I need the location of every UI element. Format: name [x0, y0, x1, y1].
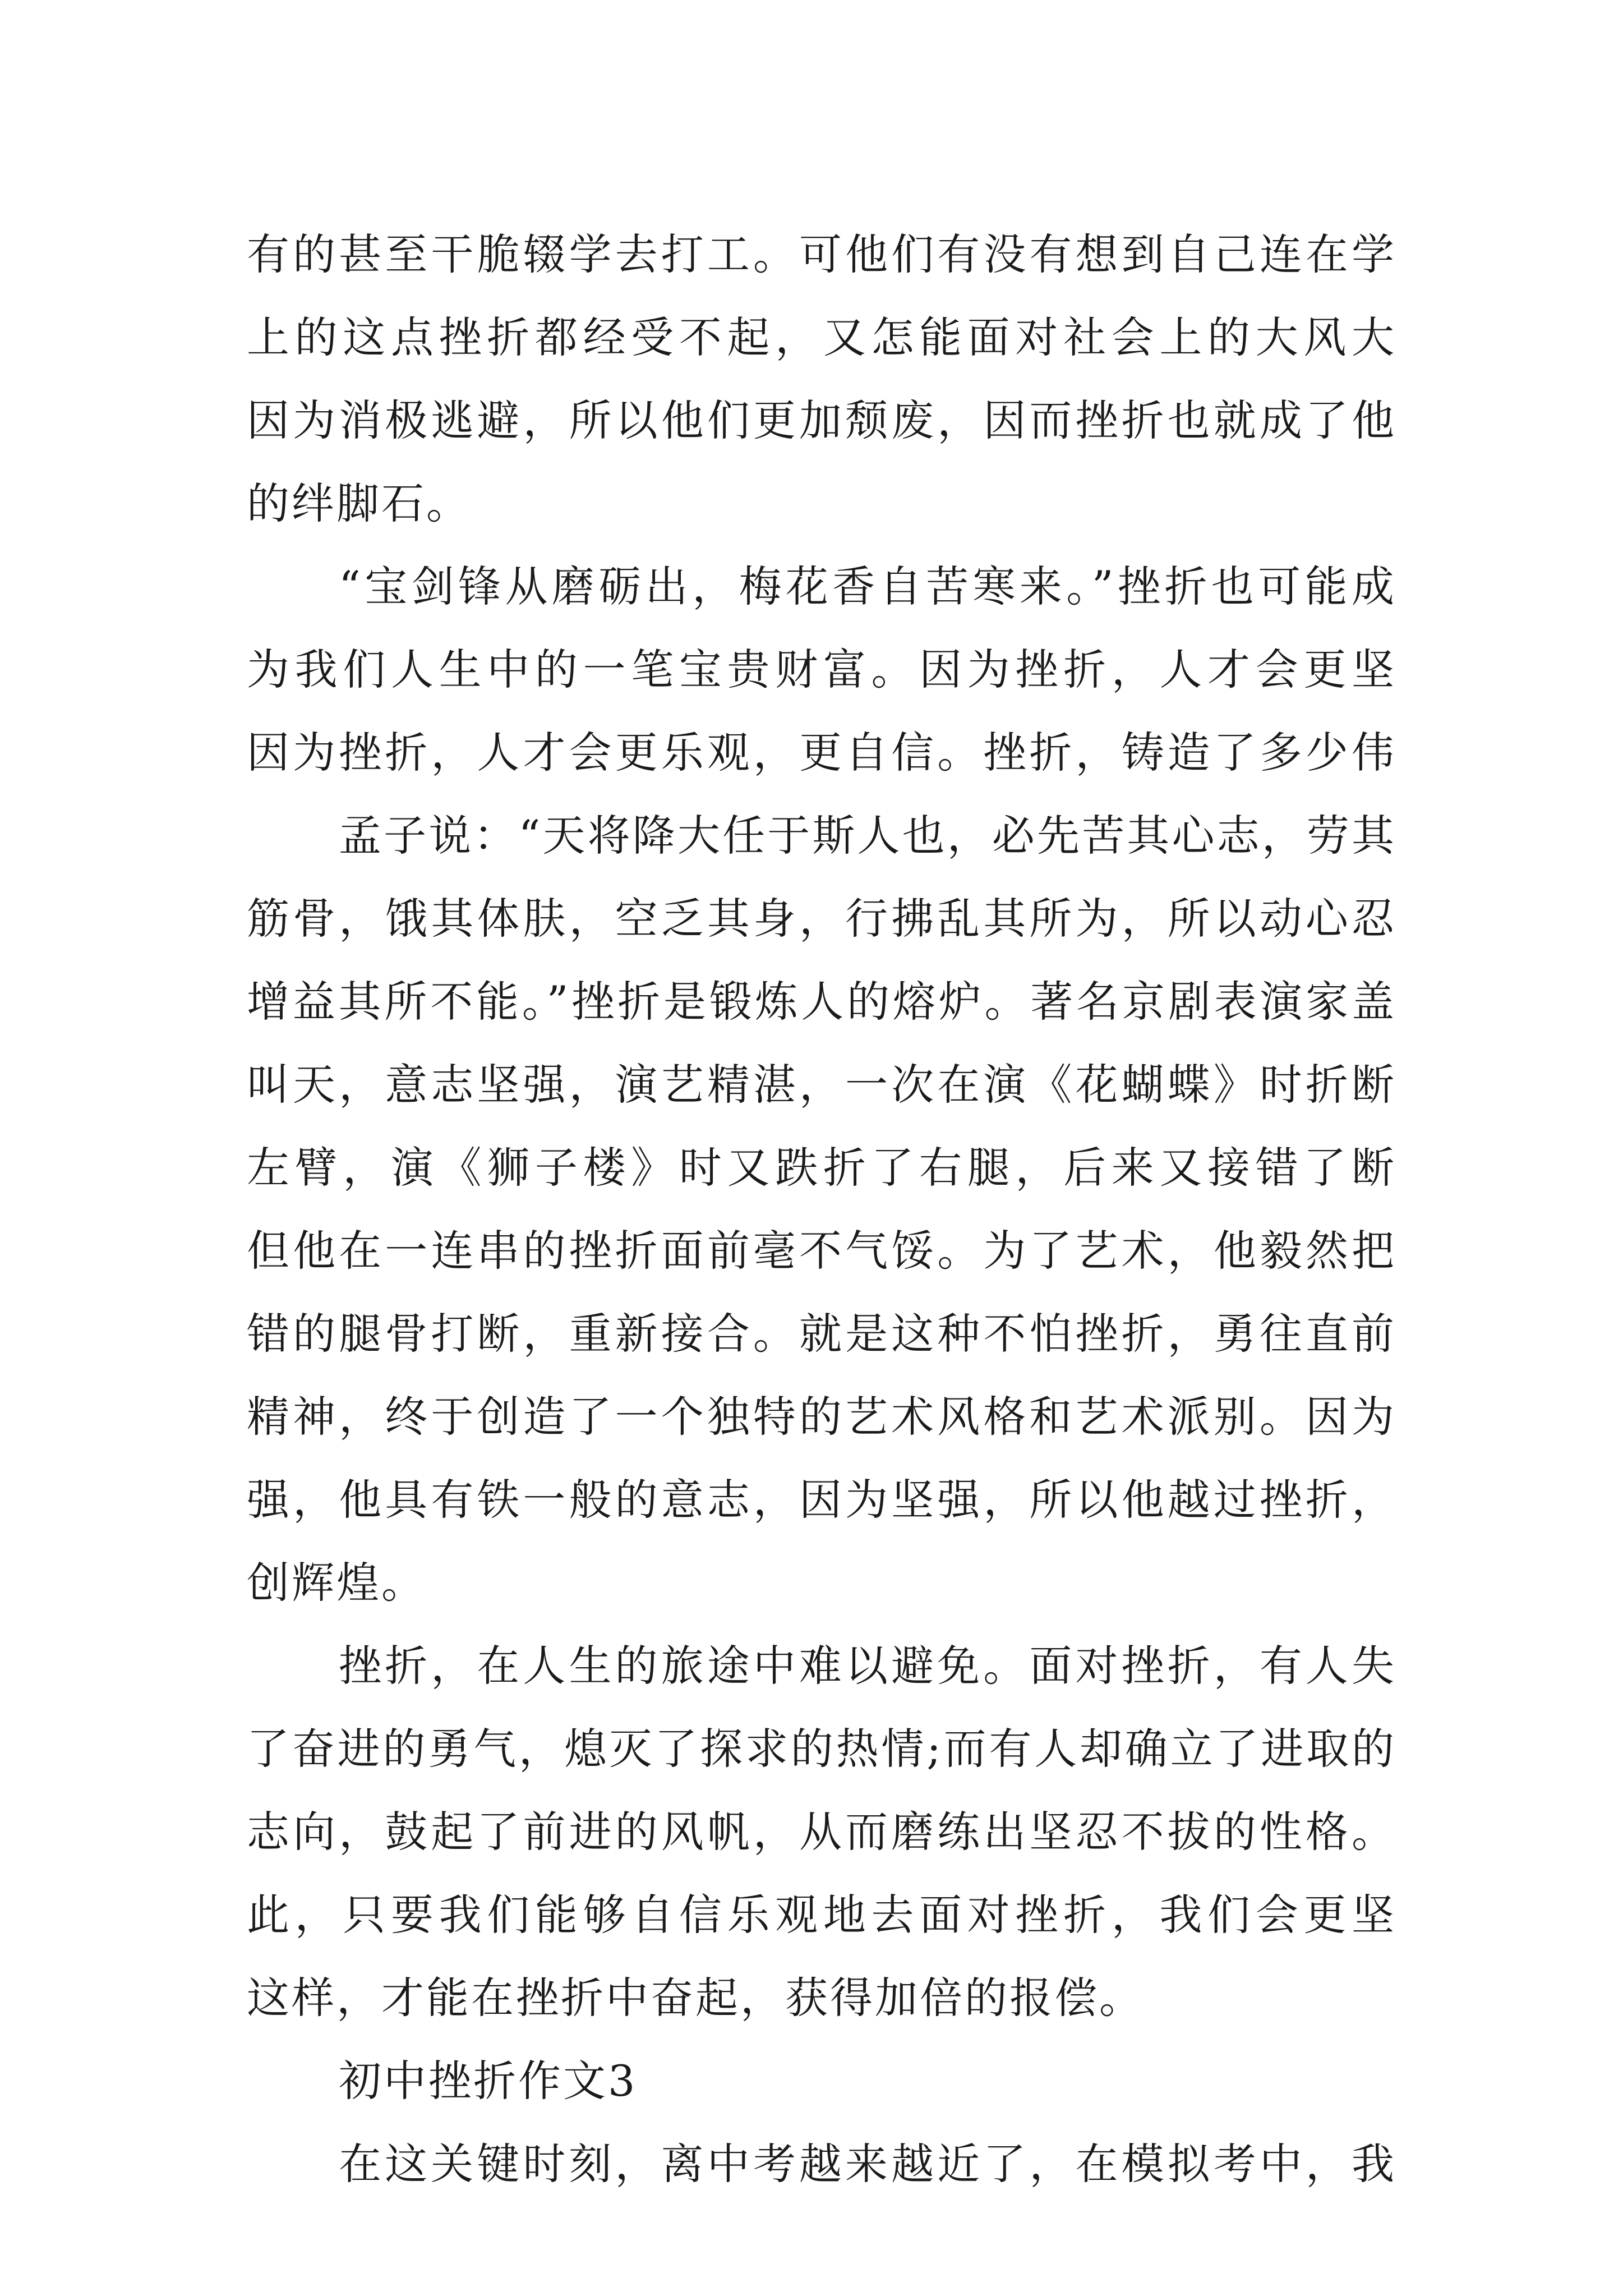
text-line: 叫天，意志坚强，演艺精湛，一次在演《花蝴蝶》时折断	[247, 1060, 1396, 1110]
text-line: 了奋进的勇气，熄灭了探求的热情;而有人却确立了进取的	[247, 1724, 1396, 1774]
text-line: 为我们人生中的一笔宝贵财富。因为挫折，人才会更坚	[247, 645, 1396, 694]
text-line: 强，他具有铁一般的意志，因为坚强，所以他越过挫折，	[247, 1475, 1396, 1525]
text-line: 增益其所不能。”挫折是锻炼人的熔炉。著名京剧表演家盖	[247, 977, 1396, 1027]
text-line: “宝剑锋从磨砺出，梅花香自苦寒来。”挫折也可能成	[339, 562, 1396, 611]
text-line: 孟子说：“天将降大任于斯人也，必先苦其心志，劳其	[339, 811, 1396, 861]
text-line: 筋骨，饿其体肤，空乏其身，行拂乱其所为，所以动心忍	[247, 894, 1396, 944]
text-line: 左臂，演《狮子楼》时又跌折了右腿，后来又接错了断	[247, 1143, 1396, 1193]
text-line: 因为消极逃避，所以他们更加颓废，因而挫折也就成了他	[247, 395, 1396, 445]
text-line: 因为挫折，人才会更乐观，更自信。挫折，铸造了多少伟	[247, 728, 1396, 777]
text-line: 的绊脚石。	[247, 478, 471, 528]
text-line: 挫折，在人生的旅途中难以避免。面对挫折，有人失	[339, 1641, 1396, 1691]
text-line: 在这关键时刻，离中考越来越近了，在模拟考中，我	[339, 2139, 1396, 2189]
text-line: 上的这点挫折都经受不起，又怎能面对社会上的大风大	[247, 312, 1396, 362]
document-body	[247, 213, 1396, 2206]
text-line: 但他在一连串的挫折面前毫不气馁。为了艺术，他毅然把	[247, 1226, 1396, 1276]
text-line: 志向，鼓起了前进的风帆，从而磨练出坚忍不拔的性格。	[247, 1807, 1396, 1857]
text-line: 精神，终于创造了一个独特的艺术风格和艺术派别。因为	[247, 1392, 1396, 1442]
text-line: 错的腿骨打断，重新接合。就是这种不怕挫折，勇往直前	[247, 1309, 1396, 1359]
text-line: 这样，才能在挫折中奋起，获得加倍的报偿。	[247, 1973, 1144, 2023]
text-line: 有的甚至干脆辍学去打工。可他们有没有想到自己连在学	[247, 229, 1396, 279]
text-line: 创辉煌。	[247, 1558, 426, 1608]
text-line: 此，只要我们能够自信乐观地去面对挫折，我们会更坚	[247, 1890, 1396, 1940]
section-heading: 初中挫折作文3	[339, 2056, 638, 2106]
